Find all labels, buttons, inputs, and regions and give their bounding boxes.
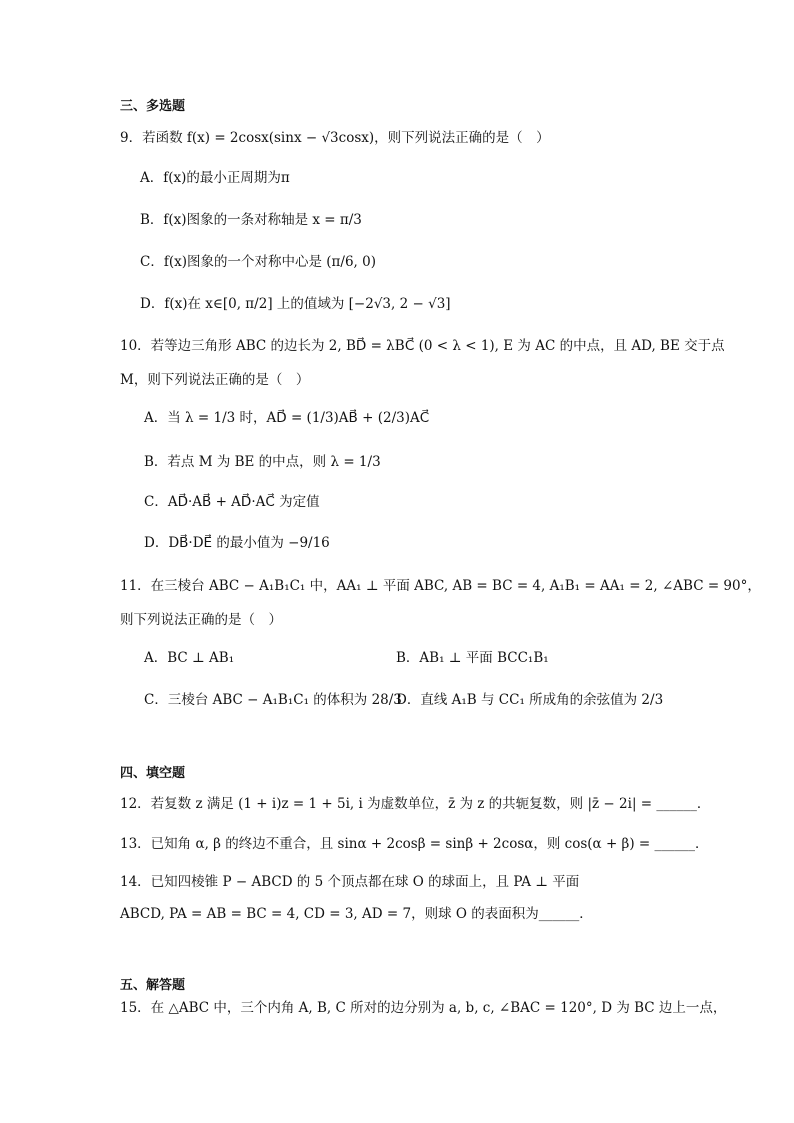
question-10-stem-line-2: M，则下列说法正确的是（ ） <box>120 372 310 388</box>
question-14-line-1: 14．已知四棱锥 P − ABCD 的 5 个顶点都在球 O 的球面上，且 PA ⊥ 平面 <box>120 874 580 890</box>
question-9-option-d: D．f(x)在 x∈[0, π/2] 上的值域为 [−2√3, 2 − √3] <box>140 296 451 312</box>
question-9-option-a: A．f(x)的最小正周期为π <box>140 170 290 186</box>
question-9-stem: 9．若函数 f(x) = 2cosx(sinx − √3cosx)，则下列说法正确的是（ ） <box>120 130 550 146</box>
question-10-option-b: B．若点 M 为 BE 的中点，则 λ = 1/3 <box>144 454 381 470</box>
question-11-option-c: C．三棱台 ABC − A₁B₁C₁ 的体积为 28/3 <box>144 692 402 708</box>
question-9-option-b: B．f(x)图象的一条对称轴是 x = π/3 <box>140 212 362 228</box>
section-heading-fill-in: 四、填空题 <box>120 766 186 781</box>
question-10-option-a: A．当 λ = 1/3 时，AD⃗ = (1/3)AB⃗ + (2/3)AC⃗ <box>144 410 430 426</box>
question-10-option-d: D．DB⃗·DE⃗ 的最小值为 −9/16 <box>144 535 330 551</box>
question-10-option-c: C．AD⃗·AB⃗ + AD⃗·AC⃗ 为定值 <box>144 494 320 510</box>
section-heading-multiple-choice: 三、多选题 <box>120 99 186 114</box>
question-10-stem-line-1: 10．若等边三角形 ABC 的边长为 2, BD⃗ = λBC⃗ (0 < λ < 1), E 为 AC 的中点，且 AD, BE 交于点 <box>120 338 725 354</box>
question-11-option-b: B．AB₁ ⊥ 平面 BCC₁B₁ <box>396 650 549 666</box>
question-12: 12．若复数 z 满足 (1 + i)z = 1 + 5i, i 为虚数单位，z̄ 为 z 的共轭复数，则 |z̄ − 2i| = ______． <box>120 796 711 812</box>
question-11-option-d: D．直线 A₁B 与 CC₁ 所成角的余弦值为 2/3 <box>396 692 664 708</box>
question-11-option-a: A．BC ⊥ AB₁ <box>144 650 235 666</box>
question-11-stem-line-2: 则下列说法正确的是（ ） <box>120 612 282 628</box>
section-heading-solutions: 五、解答题 <box>120 978 186 993</box>
question-15: 15．在 △ABC 中，三个内角 A, B, C 所对的边分别为 a, b, c, ∠BAC = 120°, D 为 BC 边上一点， <box>120 1000 727 1016</box>
question-13: 13．已知角 α, β 的终边不重合，且 sinα + 2cosβ = sinβ + 2cosα，则 cos(α + β) = ______． <box>120 836 709 852</box>
question-9-option-c: C．f(x)图象的一个对称中心是 (π/6, 0) <box>140 254 376 270</box>
question-11-stem-line-1: 11．在三棱台 ABC − A₁B₁C₁ 中，AA₁ ⊥ 平面 ABC, AB = BC = 4, A₁B₁ = AA₁ = 2, ∠ABC = 90°， <box>120 578 761 594</box>
question-14-line-2: ABCD, PA = AB = BC = 4, CD = 3, AD = 7，则球 O 的表面积为______． <box>120 906 593 922</box>
